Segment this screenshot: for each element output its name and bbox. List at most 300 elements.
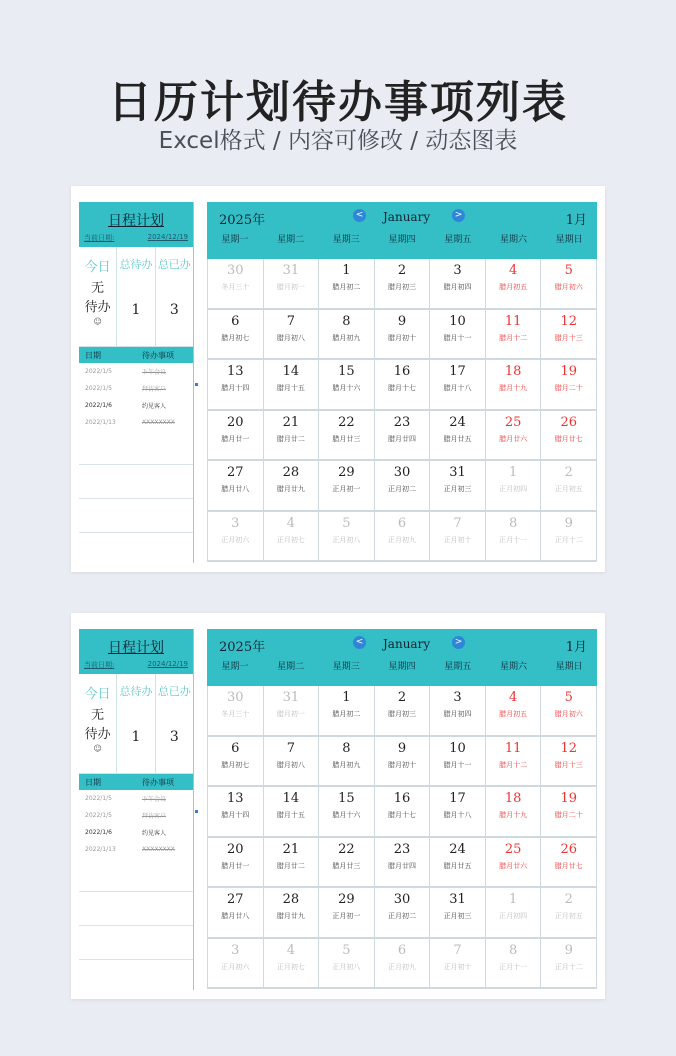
day-number: 18 (504, 791, 522, 806)
day-number: 30 (227, 263, 244, 278)
calendar-day-cell[interactable] (375, 838, 431, 889)
todo-col-item: 待办事项 (142, 777, 174, 787)
lunar-date: 腊月二十 (554, 811, 583, 819)
todo-empty-row[interactable] (79, 892, 193, 926)
lunar-date: 腊月廿六 (499, 861, 528, 870)
calendar-day-cell[interactable] (375, 787, 431, 838)
chevron-left-icon[interactable]: < (353, 209, 366, 222)
calendar-day-cell[interactable] (430, 512, 486, 563)
weekday-label: 星期六 (499, 235, 527, 245)
lunar-date: 腊月初四 (443, 710, 472, 718)
day-number: 5 (564, 690, 573, 705)
todo-date: 2022/1/5 (85, 385, 112, 392)
day-number: 2 (397, 263, 407, 278)
day-number: 30 (227, 690, 244, 705)
calendar-day-cell[interactable] (430, 360, 486, 411)
day-number: 29 (338, 892, 355, 907)
calendar-day-cell[interactable] (486, 787, 542, 838)
day-number: 4 (508, 263, 518, 278)
calendar-day-cell[interactable] (486, 939, 542, 990)
chevron-right-icon[interactable]: > (452, 209, 465, 222)
lunar-date: 腊月廿三 (332, 861, 361, 870)
schedule-title: 日程计划 (108, 213, 164, 229)
day-number: 26 (560, 414, 577, 430)
calendar-day-cell[interactable] (430, 259, 486, 310)
lunar-date: 正月初十 (443, 962, 472, 971)
pending-count: 1 (131, 302, 141, 318)
calendar-day-cell[interactable] (208, 259, 264, 310)
lunar-date: 腊月初十 (387, 760, 416, 769)
lunar-date: 腊月初二 (332, 283, 361, 291)
lunar-date: 腊月十七 (387, 811, 416, 819)
done-label: 总已办 (157, 685, 191, 698)
todo-row[interactable] (79, 414, 193, 431)
todo-col-date: 日期 (85, 777, 101, 787)
lunar-date: 腊月初二 (332, 710, 361, 718)
calendar-day-cell[interactable] (264, 411, 320, 462)
lunar-date: 腊月十三 (554, 760, 583, 769)
lunar-date: 腊月初三 (387, 283, 416, 291)
day-number: 19 (560, 791, 577, 806)
schedule-header (79, 629, 193, 674)
lunar-date: 腊月廿四 (387, 434, 416, 443)
day-number: 7 (453, 942, 462, 958)
calendar-header (207, 202, 597, 259)
lunar-date: 腊月初五 (499, 710, 528, 718)
day-number: 24 (449, 414, 466, 430)
calendar-day-cell[interactable] (486, 888, 542, 939)
lunar-date: 正月初九 (387, 535, 416, 544)
smile-icon: ☺ (93, 317, 102, 326)
calendar-day-cell[interactable] (264, 360, 320, 411)
todo-date: 2022/1/5 (85, 795, 112, 802)
lunar-date: 腊月廿三 (332, 434, 361, 443)
calendar-day-cell[interactable] (208, 838, 264, 889)
day-number: 28 (282, 892, 300, 907)
calendar-day-cell[interactable] (208, 686, 264, 737)
calendar-day-cell[interactable] (319, 310, 375, 361)
day-number: 9 (564, 942, 573, 958)
weekday-row (207, 231, 597, 249)
calendar-day-cell[interactable] (375, 512, 431, 563)
lunar-date: 腊月十四 (221, 811, 250, 819)
day-number: 4 (508, 690, 518, 705)
todo-empty-row[interactable] (79, 926, 193, 960)
hero-subtitle: Excel格式 / 内容可修改 / 动态图表 (158, 128, 518, 154)
lunar-date: 腊月廿五 (443, 434, 472, 443)
day-number: 27 (227, 465, 244, 480)
weekday-label: 星期一 (221, 235, 249, 245)
calendar-day-cell[interactable] (319, 512, 375, 563)
todo-empty-row[interactable] (79, 858, 193, 892)
calendar-panel (207, 202, 597, 563)
day-number: 23 (393, 414, 411, 430)
done-stat (156, 674, 193, 773)
calendar-month-name: January (383, 637, 431, 651)
calendar-day-cell[interactable] (541, 939, 597, 990)
calendar-day-cell[interactable] (319, 737, 375, 788)
done-label: 总已办 (157, 258, 191, 271)
today-value-line2: 待办 (84, 300, 111, 315)
lunar-date: 腊月初五 (499, 283, 528, 291)
weekday-label: 星期四 (388, 235, 416, 245)
today-label: 今日 (84, 687, 111, 702)
today-label: 今日 (84, 260, 111, 275)
day-number: 9 (397, 740, 407, 756)
day-number: 24 (449, 841, 466, 857)
calendar-day-cell[interactable] (264, 310, 320, 361)
lunar-date: 腊月初四 (443, 283, 472, 291)
calendar-day-cell[interactable] (541, 461, 597, 512)
day-number: 3 (453, 690, 462, 705)
calendar-month-number: 1月 (565, 640, 587, 655)
day-number: 1 (342, 690, 351, 705)
lunar-date: 腊月十二 (499, 333, 528, 342)
calendar-day-cell[interactable] (375, 360, 431, 411)
calendar-day-cell[interactable] (319, 838, 375, 889)
day-number: 28 (282, 465, 300, 480)
spreadsheet-preview (71, 613, 605, 999)
lunar-date: 腊月初一 (276, 283, 305, 291)
lunar-date: 腊月廿五 (443, 861, 472, 870)
lunar-date: 腊月十五 (276, 384, 305, 392)
day-number: 12 (560, 740, 577, 756)
pending-stat (117, 674, 155, 773)
day-number: 14 (282, 364, 300, 379)
day-number: 23 (393, 841, 411, 857)
lunar-date: 腊月廿四 (387, 861, 416, 870)
calendar-day-cell[interactable] (430, 787, 486, 838)
lunar-date: 腊月初六 (554, 283, 583, 291)
day-number: 6 (231, 313, 240, 329)
lunar-date: 腊月十一 (443, 333, 472, 342)
hero-title: 日历计划待办事项列表 (108, 77, 568, 128)
lunar-date: 腊月廿六 (499, 434, 528, 443)
weekday-label: 星期日 (555, 235, 583, 245)
lunar-date: 腊月初九 (332, 333, 361, 342)
todo-list (79, 363, 193, 431)
todo-stats (79, 674, 193, 774)
calendar-day-cell[interactable] (541, 259, 597, 310)
calendar-day-cell[interactable] (486, 259, 542, 310)
lunar-date: 腊月廿八 (221, 912, 250, 920)
calendar-day-cell[interactable] (541, 360, 597, 411)
lunar-date: 腊月十五 (276, 811, 305, 819)
calendar-day-cell[interactable] (319, 686, 375, 737)
calendar-day-cell[interactable] (541, 411, 597, 462)
day-number: 2 (564, 892, 573, 907)
pending-count: 1 (131, 729, 141, 745)
schedule-header (79, 202, 193, 247)
calendar-day-cell[interactable] (541, 310, 597, 361)
day-number: 13 (227, 791, 244, 806)
calendar-day-cell[interactable] (375, 259, 431, 310)
day-number: 3 (231, 515, 240, 531)
lunar-date: 腊月廿九 (276, 912, 305, 920)
calendar-day-cell[interactable] (208, 939, 264, 990)
todo-col-date: 日期 (85, 350, 101, 360)
calendar-day-cell[interactable] (375, 737, 431, 788)
calendar-day-cell[interactable] (264, 787, 320, 838)
calendar-day-cell[interactable] (541, 787, 597, 838)
lunar-date: 正月初八 (332, 962, 361, 971)
calendar-day-cell[interactable] (541, 838, 597, 889)
todo-list (79, 790, 193, 858)
calendar-day-cell[interactable] (264, 838, 320, 889)
chevron-left-icon[interactable]: < (353, 636, 366, 649)
day-number: 1 (508, 892, 518, 907)
lunar-date: 正月初五 (554, 485, 583, 493)
lunar-date: 腊月廿八 (221, 485, 250, 493)
calendar-day-cell[interactable] (319, 411, 375, 462)
lunar-date: 冬月三十 (221, 710, 250, 718)
weekday-label: 星期二 (277, 662, 305, 672)
calendar-grid (207, 686, 597, 989)
lunar-date: 正月初二 (387, 485, 416, 493)
todo-row[interactable] (79, 790, 193, 807)
lunar-date: 腊月十六 (332, 811, 361, 819)
done-stat (156, 247, 193, 346)
day-number: 11 (504, 740, 522, 756)
lunar-date: 正月十一 (499, 962, 528, 971)
lunar-date: 腊月十九 (499, 811, 528, 819)
lunar-date: 正月十二 (554, 535, 583, 544)
lunar-date: 腊月十九 (499, 384, 528, 392)
calendar-day-cell[interactable] (430, 686, 486, 737)
calendar-day-cell[interactable] (375, 686, 431, 737)
day-number: 25 (504, 841, 522, 857)
lunar-date: 腊月十八 (443, 384, 472, 392)
day-number: 2 (397, 690, 407, 705)
day-number: 26 (560, 841, 577, 857)
calendar-day-cell[interactable] (264, 888, 320, 939)
chevron-right-icon[interactable]: > (452, 636, 465, 649)
lunar-date: 腊月初一 (276, 710, 305, 718)
calendar-day-cell[interactable] (375, 411, 431, 462)
calendar-day-cell[interactable] (208, 787, 264, 838)
day-number: 11 (504, 313, 522, 329)
calendar-day-cell[interactable] (430, 411, 486, 462)
today-stat (79, 674, 117, 773)
day-number: 7 (286, 313, 295, 329)
lunar-date: 正月十一 (499, 535, 528, 544)
calendar-day-cell[interactable] (264, 512, 320, 563)
calendar-header (207, 629, 597, 686)
day-number: 5 (564, 263, 573, 278)
todo-item: 约见客人 (142, 403, 167, 410)
todo-empty-row[interactable] (79, 431, 193, 465)
weekday-label: 星期四 (388, 662, 416, 672)
calendar-day-cell[interactable] (430, 461, 486, 512)
schedule-title: 日程计划 (108, 640, 164, 656)
calendar-day-cell[interactable] (486, 411, 542, 462)
lunar-date: 腊月廿九 (276, 485, 305, 493)
lunar-date: 正月初三 (443, 912, 472, 920)
calendar-day-cell[interactable] (486, 686, 542, 737)
pending-label: 总待办 (119, 258, 153, 271)
calendar-day-cell[interactable] (541, 686, 597, 737)
calendar-day-cell[interactable] (486, 512, 542, 563)
calendar-day-cell[interactable] (319, 360, 375, 411)
todo-date: 2022/1/13 (85, 419, 116, 426)
todo-table-header (79, 774, 193, 790)
current-date-row (79, 230, 193, 243)
lunar-date: 腊月初十 (387, 333, 416, 342)
todo-item: 拜访客户 (142, 386, 167, 393)
calendar-day-cell[interactable] (430, 838, 486, 889)
calendar-day-cell[interactable] (208, 360, 264, 411)
calendar-day-cell[interactable] (430, 737, 486, 788)
day-number: 15 (338, 364, 355, 379)
calendar-day-cell[interactable] (319, 787, 375, 838)
calendar-day-cell[interactable] (486, 838, 542, 889)
lunar-date: 正月初十 (443, 535, 472, 544)
day-number: 31 (282, 263, 300, 278)
lunar-date: 腊月廿一 (221, 434, 250, 443)
calendar-day-cell[interactable] (319, 888, 375, 939)
calendar-year[interactable]: 2025年 (219, 213, 266, 228)
day-number: 18 (504, 364, 522, 379)
todo-item: 下午会议 (142, 796, 167, 803)
calendar-day-cell[interactable] (375, 939, 431, 990)
weekday-row (207, 658, 597, 676)
current-date-value[interactable]: 2024/12/19 (147, 233, 188, 241)
calendar-day-cell[interactable] (486, 310, 542, 361)
today-value-line2: 待办 (84, 727, 111, 742)
todo-row[interactable] (79, 841, 193, 858)
day-number: 8 (508, 515, 518, 531)
day-number: 31 (449, 892, 466, 907)
calendar-day-cell[interactable] (430, 310, 486, 361)
todo-empty-row[interactable] (79, 465, 193, 499)
day-number: 6 (397, 942, 407, 958)
todo-row[interactable] (79, 824, 193, 841)
day-number: 6 (231, 740, 240, 756)
calendar-month-number: 1月 (565, 213, 587, 228)
day-number: 19 (560, 364, 577, 379)
lunar-date: 正月初六 (221, 535, 250, 544)
day-number: 3 (231, 942, 240, 958)
calendar-day-cell[interactable] (430, 888, 486, 939)
calendar-day-cell[interactable] (430, 939, 486, 990)
lunar-date: 腊月十四 (221, 384, 250, 392)
calendar-day-cell[interactable] (208, 461, 264, 512)
lunar-date: 正月初四 (499, 485, 528, 493)
today-stat (79, 247, 117, 346)
lunar-date: 腊月廿七 (554, 434, 583, 443)
calendar-day-cell[interactable] (264, 939, 320, 990)
day-number: 30 (393, 465, 411, 480)
day-number: 8 (342, 313, 351, 329)
calendar-day-cell[interactable] (208, 411, 264, 462)
calendar-day-cell[interactable] (319, 939, 375, 990)
day-number: 21 (282, 841, 300, 857)
todo-item: XXXXXXXX (142, 419, 175, 426)
calendar-day-cell[interactable] (208, 888, 264, 939)
todo-stats (79, 247, 193, 347)
todo-date: 2022/1/5 (85, 368, 112, 375)
calendar-day-cell[interactable] (208, 737, 264, 788)
lunar-date: 腊月十一 (443, 760, 472, 769)
todo-item: XXXXXXXX (142, 846, 175, 853)
calendar-day-cell[interactable] (541, 737, 597, 788)
todo-row[interactable] (79, 807, 193, 824)
day-number: 9 (397, 313, 407, 329)
day-number: 25 (504, 414, 522, 430)
todo-item: 下午会议 (142, 369, 167, 376)
cell-marker (195, 383, 198, 386)
calendar-year[interactable]: 2025年 (219, 640, 266, 655)
calendar-day-cell[interactable] (264, 686, 320, 737)
day-number: 1 (508, 465, 518, 480)
calendar-grid (207, 259, 597, 562)
lunar-date: 正月十二 (554, 962, 583, 971)
calendar-day-cell[interactable] (208, 512, 264, 563)
day-number: 16 (393, 364, 411, 379)
day-number: 5 (342, 515, 351, 531)
lunar-date: 腊月初九 (332, 760, 361, 769)
day-number: 10 (449, 313, 466, 329)
calendar-day-cell[interactable] (486, 360, 542, 411)
calendar-day-cell[interactable] (375, 461, 431, 512)
schedule-panel (79, 629, 194, 990)
lunar-date: 正月初七 (276, 962, 305, 971)
todo-row[interactable] (79, 397, 193, 414)
lunar-date: 正月初五 (554, 912, 583, 920)
lunar-date: 腊月二十 (554, 384, 583, 392)
current-date-value[interactable]: 2024/12/19 (147, 660, 188, 668)
todo-row[interactable] (79, 380, 193, 397)
todo-col-item: 待办事项 (142, 350, 174, 360)
todo-date: 2022/1/6 (85, 402, 112, 409)
day-number: 21 (282, 414, 300, 430)
day-number: 7 (286, 740, 295, 756)
lunar-date: 腊月初六 (554, 710, 583, 718)
day-number: 2 (564, 465, 573, 480)
lunar-date: 腊月十六 (332, 384, 361, 392)
weekday-label: 星期六 (499, 662, 527, 672)
weekday-label: 星期二 (277, 235, 305, 245)
day-number: 10 (449, 740, 466, 756)
calendar-day-cell[interactable] (375, 888, 431, 939)
lunar-date: 腊月十七 (387, 384, 416, 392)
lunar-date: 腊月廿二 (276, 861, 305, 870)
calendar-day-cell[interactable] (541, 888, 597, 939)
lunar-date: 腊月十二 (499, 760, 528, 769)
calendar-day-cell[interactable] (486, 737, 542, 788)
calendar-day-cell[interactable] (319, 461, 375, 512)
calendar-day-cell[interactable] (319, 259, 375, 310)
lunar-date: 腊月十三 (554, 333, 583, 342)
calendar-day-cell[interactable] (375, 310, 431, 361)
lunar-date: 正月初二 (387, 912, 416, 920)
calendar-day-cell[interactable] (208, 310, 264, 361)
calendar-day-cell[interactable] (264, 259, 320, 310)
day-number: 4 (286, 515, 295, 531)
weekday-label: 星期三 (332, 235, 360, 245)
spreadsheet-preview (71, 186, 605, 572)
pending-label: 总待办 (119, 685, 153, 698)
todo-date: 2022/1/13 (85, 846, 116, 853)
calendar-day-cell[interactable] (486, 461, 542, 512)
calendar-day-cell[interactable] (541, 512, 597, 563)
todo-empty-row[interactable] (79, 499, 193, 533)
calendar-day-cell[interactable] (264, 737, 320, 788)
calendar-day-cell[interactable] (264, 461, 320, 512)
done-count: 3 (169, 729, 179, 745)
todo-row[interactable] (79, 363, 193, 380)
day-number: 12 (560, 313, 577, 329)
